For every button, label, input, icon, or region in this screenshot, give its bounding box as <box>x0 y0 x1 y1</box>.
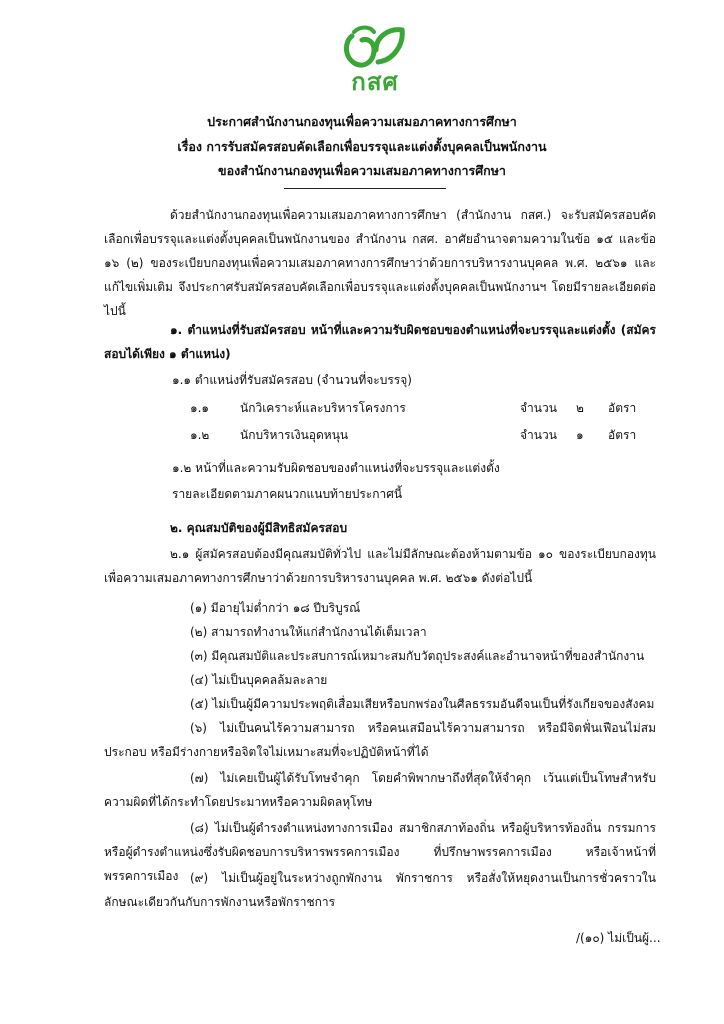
position-count: ๒ <box>576 401 584 415</box>
position-unit: อัตรา <box>608 401 637 415</box>
position-name: นักบริหารเงินอุดหนุน <box>240 428 349 442</box>
eef-leaf-logo-icon <box>340 22 410 68</box>
section1-heading: ๑. ตำแหน่งที่รับสมัครสอบ หน้าที่และความรับผิดชอบของตำแหน่งที่จะบรรจุและแต่งตั้ง (สมัครสอบได้เพียง ๑ ตำแหน่ง) <box>104 323 656 361</box>
qualification-item: (๑) มีอายุไม่ต่ำกว่า ๑๘ ปีบริบูรณ์ <box>190 601 361 615</box>
position-count: ๑ <box>576 428 584 442</box>
section1-sub2-line1: ๑.๒ หน้าที่และความรับผิดชอบของตำแหน่งที่จะบรรจุและแต่งตั้ง <box>172 461 500 475</box>
continuation-note: /(๑๐) ไม่เป็นผู้... <box>576 931 661 945</box>
eef-logo <box>330 22 420 102</box>
title-line-1: ประกาศสำนักงานกองทุนเพื่อความเสมอภาคทางการศึกษา <box>207 114 517 129</box>
position-no: ๑.๒ <box>190 428 210 442</box>
qualification-item-7: (๗) ไม่เคยเป็นผู้ได้รับโทษจำคุก โดยคำพิพากษาถึงที่สุดให้จำคุก เว้นแต่เป็นโทษสำหรับความผิดที่ได้กระทำโดยประมาทหรือความผิดลหุโทษ <box>104 771 656 809</box>
title-line-3: ของสำนักงานกองทุนเพื่อความเสมอภาคทางการศึกษา <box>218 163 506 178</box>
qualification-item-9: (๙) ไม่เป็นผู้อยู่ในระหว่างถูกพักงาน พักราชการ หรือสั่งให้หยุดงานเป็นการชั่วคราวในลักษณะเดียวกันกับการพักงานหรือพักราชการ <box>104 871 656 909</box>
intro-paragraph: ด้วยสำนักงานกองทุนเพื่อความเสมอภาคทางการศึกษา (สำนักงาน กสศ.) จะรับสมัครสอบคัดเลือกเพื่อบรรจุและแต่งตั้งบุคคลเป็นพนักงานของ สำนักงาน กสศ. อาศัยอำนาจตามความในข้อ ๑๕ และข้อ ๑๖ (๒) ของระเบียบกองทุนเพื่อความเสมอภาคทางการศึกษาว่าด้วยการบริหารงานบุคคล พ.ศ. ๒๕๖๑ และแก้ไขเพิ่มเติม จึงประกาศรับสมัครสอบคัดเลือกเพื่อบรรจุและแต่งตั้งบุคคลเป็นพนักงานฯ โดยมีรายละเอียดต่อไปนี้ <box>104 208 656 318</box>
section2-sub1-intro: ๒.๑ ผู้สมัครสอบต้องมีคุณสมบัติทั่วไป และไม่มีลักษณะต้องห้ามตามข้อ ๑๐ ของระเบียบกองทุนเพื่อความเสมอภาคทางการศึกษาว่าด้วยการบริหารงานบุคคล พ.ศ. ๒๕๖๑ ดังต่อไปนี้ <box>104 547 656 585</box>
qualification-item: (๔) ไม่เป็นบุคคลล้มละลาย <box>190 673 328 687</box>
qualification-item-6: (๖) ไม่เป็นคนไร้ความสามารถ หรือคนเสมือนไร้ความสามารถ หรือมีจิตฟั่นเฟือนไม่สมประกอบ หรือมีร่างกายหรือจิตใจไม่เหมาะสมที่จะปฏิบัติหน้าที่ได้ <box>104 721 656 759</box>
section1-sub1-title: ๑.๑ ตำแหน่งที่รับสมัครสอบ (จำนวนที่จะบรรจุ) <box>172 373 412 387</box>
section1-sub2-line2: รายละเอียดตามภาคผนวกแนบท้ายประกาศนี้ <box>172 487 403 501</box>
qualification-item-8: (๘) ไม่เป็นผู้ดำรงตำแหน่งทางการเมือง สมาชิกสภาท้องถิ่น หรือผู้บริหารท้องถิ่น กรรมการหรือผู้ดำรงตำแหน่งซึ่งรับผิดชอบการบริหารพรรคการเมือง ที่ปรึกษาพรรคการเมือง หรือเจ้าหน้าที่พรรคการเมือง <box>104 821 656 883</box>
eef-logo-text: กสศ <box>351 68 399 96</box>
position-count-label: จำนวน <box>520 428 557 442</box>
position-unit: อัตรา <box>608 428 637 442</box>
title-divider <box>284 188 446 189</box>
section2-heading: ๒. คุณสมบัติของผู้มีสิทธิสมัครสอบ <box>170 521 348 535</box>
qualification-item: (๓) มีคุณสมบัติและประสบการณ์เหมาะสมกับวัตถุประสงค์และอำนาจหน้าที่ของสำนักงาน <box>190 649 645 663</box>
position-no: ๑.๑ <box>190 401 210 415</box>
qualification-item: (๒) สามารถทำงานให้แก่สำนักงานได้เต็มเวลา <box>190 625 427 639</box>
position-count-label: จำนวน <box>520 401 557 415</box>
title-line-2: เรื่อง การรับสมัครสอบคัดเลือกเพื่อบรรจุและแต่งตั้งบุคคลเป็นพนักงาน <box>177 139 547 154</box>
qualification-item: (๕) ไม่เป็นผู้มีความประพฤติเสื่อมเสียหรือบกพร่องในศีลธรรมอันดีจนเป็นที่รังเกียจของสังคม <box>190 697 655 711</box>
position-name: นักวิเคราะห์และบริหารโครงการ <box>240 401 406 415</box>
